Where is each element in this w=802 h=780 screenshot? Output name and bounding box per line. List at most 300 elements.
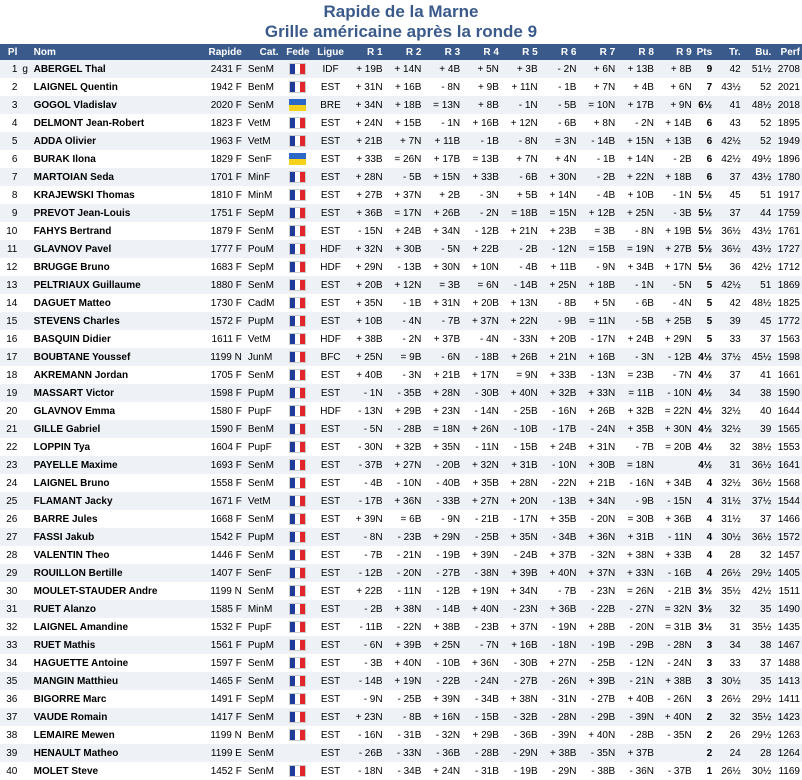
round-2-cell: - 33N [385,744,424,762]
category-cell: SenM [244,510,281,528]
round-8-cell: - 36N [617,762,656,780]
federation-cell [281,168,316,186]
title-cell [19,384,31,402]
round-2-cell: - 28B [385,420,424,438]
tiebreak-tr-cell: 36½ [714,240,743,258]
player-name: MOULET-STAUDER Andre [32,582,185,600]
round-7-cell: = 15B [578,240,617,258]
round-3-cell: + 26B [423,204,462,222]
france-flag-icon [289,423,306,435]
tiebreak-tr-cell: 32 [714,438,743,456]
player-name: LEMAIRE Mewen [32,726,185,744]
category-cell: SenM [244,276,281,294]
table-row [0,78,802,96]
player-name: FASSI Jakub [32,528,185,546]
round-9-cell: - 2B [656,150,694,168]
round-1-cell: - 9N [346,690,385,708]
place-cell: 24 [0,474,19,492]
player-name: GLAVNOV Pavel [32,240,185,258]
france-flag-icon [289,621,306,633]
rating-cell: 1683 F [185,258,244,276]
league-cell: BRE [315,96,346,114]
round-5-cell: - 2B [501,240,540,258]
rating-cell: 1701 F [185,168,244,186]
federation-cell [281,654,316,672]
category-cell: SenM [244,654,281,672]
round-5-cell: + 21N [501,222,540,240]
round-6-cell: - 2N [540,60,579,78]
tiebreak-tr-cell: 37½ [714,348,743,366]
round-2-cell: - 23B [385,528,424,546]
round-7-cell: - 22B [578,600,617,618]
round-4-cell: - 7N [462,636,501,654]
round-6-cell: + 11B [540,258,579,276]
title-cell [19,510,31,528]
place-cell: 17 [0,348,19,366]
round-4-cell: - 30B [462,384,501,402]
round-3-cell: - 33B [423,492,462,510]
points-cell: 3 [694,636,714,654]
tiebreak-bu-cell: 45½ [743,348,774,366]
tiebreak-bu-cell: 37 [743,654,774,672]
round-8-cell: + 17B [617,96,656,114]
player-name: AKREMANN Jordan [32,366,185,384]
category-cell: PupM [244,636,281,654]
round-4-cell: + 26N [462,420,501,438]
performance-cell: 1869 [773,276,802,294]
round-5-cell: - 33N [501,330,540,348]
round-8-cell: = 19N [617,240,656,258]
header-perf: Perf [773,44,802,60]
tiebreak-bu-cell: 41 [743,366,774,384]
round-5-cell: - 1N [501,96,540,114]
round-6-cell: - 12N [540,240,579,258]
player-name: ROUILLON Bertille [32,564,185,582]
tiebreak-tr-cell: 34 [714,636,743,654]
round-2-cell: + 7N [385,132,424,150]
round-9-cell: + 13B [656,132,694,150]
player-name: RUET Mathis [32,636,185,654]
points-cell: 3½ [694,600,714,618]
round-1-cell: + 32N [346,240,385,258]
place-cell: 21 [0,420,19,438]
federation-cell [281,528,316,546]
tiebreak-tr-cell: 34 [714,384,743,402]
round-5-cell: - 10B [501,420,540,438]
round-9-cell: + 18B [656,168,694,186]
player-name: PELTRIAUX Guillaume [32,276,185,294]
round-8-cell: + 32B [617,402,656,420]
round-1-cell: + 25N [346,348,385,366]
league-cell: EST [315,132,346,150]
player-name: BIGORRE Marc [32,690,185,708]
federation-cell [281,618,316,636]
round-2-cell: = 6B [385,510,424,528]
round-1-cell: + 24N [346,114,385,132]
round-9-cell: - 15N [656,492,694,510]
round-9-cell: + 36B [656,510,694,528]
league-cell: IDF [315,60,346,78]
round-3-cell: + 39N [423,690,462,708]
round-9-cell: - 7N [656,366,694,384]
rating-cell: 1730 F [185,294,244,312]
place-cell: 25 [0,492,19,510]
round-2-cell: - 11N [385,582,424,600]
round-7-cell: + 37N [578,564,617,582]
tiebreak-bu-cell: 49½ [743,150,774,168]
tiebreak-bu-cell: 43½ [743,168,774,186]
round-3-cell: - 36B [423,744,462,762]
title-cell [19,672,31,690]
round-4-cell: + 40N [462,600,501,618]
place-cell: 10 [0,222,19,240]
tiebreak-bu-cell: 36½ [743,528,774,546]
round-1-cell: - 5N [346,420,385,438]
points-cell: 3 [694,672,714,690]
place-cell: 30 [0,582,19,600]
round-7-cell: + 33N [578,384,617,402]
round-5-cell: - 25B [501,402,540,420]
round-6-cell: + 36B [540,600,579,618]
category-cell: PupF [244,438,281,456]
round-7-cell: - 19B [578,636,617,654]
round-8-cell: = 30B [617,510,656,528]
federation-cell [281,132,316,150]
rating-cell: 1491 F [185,690,244,708]
points-cell: 4 [694,510,714,528]
place-cell: 23 [0,456,19,474]
round-4-cell: - 3N [462,186,501,204]
round-9-cell [656,456,694,474]
points-cell: 3 [694,654,714,672]
title-cell [19,240,31,258]
tiebreak-tr-cell: 36 [714,258,743,276]
round-1-cell: + 22B [346,582,385,600]
performance-cell: 1565 [773,420,802,438]
points-cell: 5½ [694,240,714,258]
federation-cell [281,582,316,600]
points-cell: 4 [694,528,714,546]
round-8-cell: - 16N [617,474,656,492]
round-6-cell: - 9B [540,312,579,330]
round-2-cell: - 4N [385,312,424,330]
round-4-cell: - 2N [462,204,501,222]
place-cell: 26 [0,510,19,528]
player-name: LAIGNEL Quentin [32,78,185,96]
round-9-cell: + 29N [656,330,694,348]
round-9-cell: + 38B [656,672,694,690]
tiebreak-bu-cell: 35½ [743,618,774,636]
ukraine-flag-icon [289,153,306,165]
round-1-cell: - 37B [346,456,385,474]
round-3-cell: + 4B [423,60,462,78]
league-cell: EST [315,528,346,546]
round-5-cell: + 40N [501,384,540,402]
player-name: BOUBTANE Youssef [32,348,185,366]
player-name: HENAULT Matheo [32,744,185,762]
round-4-cell: - 34B [462,690,501,708]
france-flag-icon [289,405,306,417]
round-1-cell: + 19B [346,60,385,78]
title-cell [19,456,31,474]
points-cell: 4 [694,474,714,492]
place-cell: 13 [0,276,19,294]
round-4-cell: - 38N [462,564,501,582]
round-4-cell: + 27N [462,492,501,510]
rating-cell: 1963 F [185,132,244,150]
round-3-cell: + 35N [423,438,462,456]
round-5-cell: - 4B [501,258,540,276]
round-2-cell: - 5B [385,168,424,186]
round-6-cell: + 20B [540,330,579,348]
federation-cell [281,186,316,204]
round-1-cell: - 18N [346,762,385,780]
round-9-cell: - 35N [656,726,694,744]
round-6-cell: - 1B [540,78,579,96]
place-cell: 19 [0,384,19,402]
round-8-cell: - 9B [617,492,656,510]
round-6-cell: - 7B [540,582,579,600]
round-5-cell: + 5B [501,186,540,204]
round-3-cell: - 14B [423,600,462,618]
tiebreak-tr-cell: 43½ [714,78,743,96]
place-cell: 3 [0,96,19,114]
title-cell [19,492,31,510]
round-6-cell: = 3N [540,132,579,150]
round-5-cell: - 6B [501,168,540,186]
federation-cell [281,402,316,420]
round-1-cell: + 35N [346,294,385,312]
tiebreak-bu-cell: 36½ [743,456,774,474]
performance-cell: 1727 [773,240,802,258]
table-row [0,132,802,150]
round-5-cell: + 11N [501,78,540,96]
tiebreak-tr-cell: 26½ [714,564,743,582]
federation-cell [281,744,316,762]
round-2-cell: = 9B [385,348,424,366]
player-name: FAHYS Bertrand [32,222,185,240]
table-row [0,402,802,420]
performance-cell: 1457 [773,546,802,564]
round-7-cell: = 10N [578,96,617,114]
round-3-cell: + 34N [423,222,462,240]
round-7-cell: = 11N [578,312,617,330]
round-2-cell: = 26N [385,150,424,168]
round-9-cell: - 21B [656,582,694,600]
place-cell: 4 [0,114,19,132]
points-cell: 2 [694,744,714,762]
table-header-row [0,44,802,60]
table-row [0,564,802,582]
round-2-cell: + 14N [385,60,424,78]
round-6-cell: + 23B [540,222,579,240]
round-5-cell: + 12N [501,114,540,132]
round-5-cell: + 16B [501,636,540,654]
table-body [0,60,802,780]
round-2-cell: - 35B [385,384,424,402]
france-flag-icon [289,135,306,147]
category-cell: BenM [244,726,281,744]
tiebreak-bu-cell: 52 [743,132,774,150]
league-cell: EST [315,366,346,384]
performance-cell: 1411 [773,690,802,708]
table-row [0,204,802,222]
rating-cell: 1590 F [185,420,244,438]
tiebreak-tr-cell: 41 [714,96,743,114]
round-1-cell: + 33B [346,150,385,168]
round-9-cell: + 19B [656,222,694,240]
round-7-cell: + 31N [578,438,617,456]
category-cell: SenM [244,672,281,690]
league-cell: EST [315,672,346,690]
category-cell: SenM [244,582,281,600]
header-cat: Cat. [244,44,281,60]
round-2-cell: + 24B [385,222,424,240]
round-4-cell: + 10N [462,258,501,276]
france-flag-icon [289,585,306,597]
france-flag-icon [289,765,306,777]
points-cell: 6 [694,150,714,168]
federation-cell [281,510,316,528]
round-8-cell: + 40B [617,690,656,708]
round-4-cell: + 33B [462,168,501,186]
table-row [0,618,802,636]
france-flag-icon [289,549,306,561]
round-5-cell: = 9N [501,366,540,384]
round-8-cell: - 20N [617,618,656,636]
rating-cell: 1199 N [185,348,244,366]
round-3-cell: + 23N [423,402,462,420]
performance-cell: 2708 [773,60,802,78]
league-cell: EST [315,744,346,762]
federation-cell [281,366,316,384]
performance-cell: 1598 [773,348,802,366]
category-cell: SenM [244,546,281,564]
performance-cell: 1568 [773,474,802,492]
round-2-cell: + 36N [385,492,424,510]
round-9-cell: + 33B [656,546,694,564]
round-7-cell: + 39B [578,672,617,690]
round-2-cell: - 31B [385,726,424,744]
round-9-cell: - 12B [656,348,694,366]
round-3-cell: - 32N [423,726,462,744]
performance-cell: 2021 [773,78,802,96]
round-3-cell: - 27B [423,564,462,582]
player-name: VALENTIN Theo [32,546,185,564]
title-cell [19,600,31,618]
points-cell: 3½ [694,582,714,600]
header-r7: R 7 [578,44,617,60]
title-cell [19,96,31,114]
round-1-cell: + 34N [346,96,385,114]
round-6-cell: - 34B [540,528,579,546]
round-8-cell: - 28B [617,726,656,744]
round-1-cell: - 2B [346,600,385,618]
france-flag-icon [289,513,306,525]
performance-cell: 1511 [773,582,802,600]
tiebreak-bu-cell: 38 [743,384,774,402]
tiebreak-tr-cell: 31½ [714,492,743,510]
round-4-cell: + 39N [462,546,501,564]
player-name: PAYELLE Maxime [32,456,185,474]
round-5-cell: + 26B [501,348,540,366]
round-7-cell: + 7N [578,78,617,96]
performance-cell: 1825 [773,294,802,312]
performance-cell: 1759 [773,204,802,222]
tiebreak-tr-cell: 26½ [714,762,743,780]
round-3-cell: = 3B [423,276,462,294]
points-cell: 4½ [694,420,714,438]
round-9-cell [656,744,694,762]
category-cell: SenM [244,60,281,78]
round-9-cell: - 4N [656,294,694,312]
points-cell: 6 [694,132,714,150]
round-4-cell: - 24N [462,672,501,690]
france-flag-icon [289,225,306,237]
table-row [0,600,802,618]
round-3-cell: + 17B [423,150,462,168]
tiebreak-tr-cell: 36½ [714,222,743,240]
france-flag-icon [289,603,306,615]
title-cell [19,150,31,168]
tiebreak-tr-cell: 31 [714,618,743,636]
round-9-cell: - 5N [656,276,694,294]
federation-cell [281,150,316,168]
category-cell: PupF [244,618,281,636]
header-title [19,44,31,60]
tiebreak-tr-cell: 37 [714,168,743,186]
round-7-cell: - 32N [578,546,617,564]
place-cell: 39 [0,744,19,762]
league-cell: EST [315,654,346,672]
round-8-cell: - 12N [617,654,656,672]
header-r6: R 6 [540,44,579,60]
round-8-cell: + 33N [617,564,656,582]
federation-cell [281,564,316,582]
title-cell [19,546,31,564]
title-cell [19,78,31,96]
federation-cell [281,60,316,78]
player-name: GOGOL Vladislav [32,96,185,114]
header-bu: Bu. [743,44,774,60]
round-7-cell: - 17N [578,330,617,348]
place-cell: 35 [0,672,19,690]
round-1-cell: + 23N [346,708,385,726]
tiebreak-tr-cell: 33 [714,330,743,348]
france-flag-icon [289,315,306,327]
round-9-cell: - 10N [656,384,694,402]
round-6-cell: + 30N [540,168,579,186]
points-cell: 4 [694,546,714,564]
category-cell: SenM [244,456,281,474]
round-6-cell: - 22N [540,474,579,492]
round-9-cell: = 32N [656,600,694,618]
round-5-cell: - 19B [501,762,540,780]
table-row [0,690,802,708]
category-cell: SenM [244,708,281,726]
league-cell: EST [315,474,346,492]
player-name: PREVOT Jean-Louis [32,204,185,222]
rating-cell: 1598 F [185,384,244,402]
round-4-cell: + 37N [462,312,501,330]
round-3-cell: + 11B [423,132,462,150]
tiebreak-tr-cell: 32 [714,600,743,618]
place-cell: 14 [0,294,19,312]
tiebreak-bu-cell: 35 [743,600,774,618]
round-5-cell: + 28N [501,474,540,492]
tiebreak-tr-cell: 43 [714,114,743,132]
round-7-cell: + 5N [578,294,617,312]
